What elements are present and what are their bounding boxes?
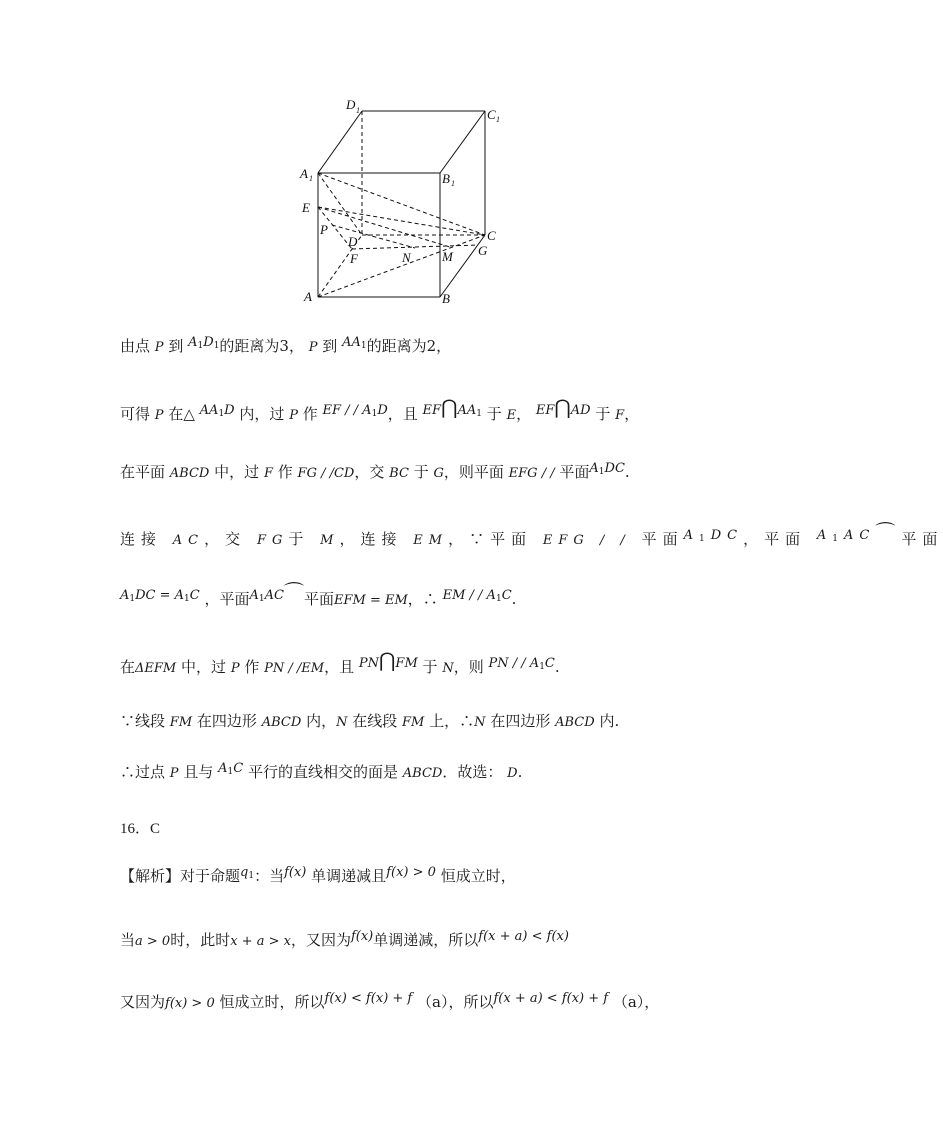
segment-ec [318,207,485,235]
text-line-10: 【解析】对于命题$q_1$：当f(x) 单调递减且f(x) > 0 恒成立时， [120,865,516,885]
segment-em [318,207,450,247]
label-B1: B [442,171,450,186]
label-A1-sub: 1 [309,174,313,183]
label-C: C [487,228,496,243]
text-line-8: ∴过点 P 且与 $A_1C$ 平行的直线相交的面是 ABCD．故选： D. [120,761,523,781]
label-F: F [350,251,358,266]
label-B: B [442,291,450,306]
label-M: M [442,249,453,264]
label-D1: D [346,97,356,112]
text-line-2: 可得 P 在△ $AA_1D$ 内，过 P 作 EF / / $A_1D$，且 $EF⋂AA_1$ 于 E， EF⋂AD 于 F， [120,395,640,423]
label-N: N [402,250,411,265]
text-line-7: ∵线段 FM 在四边形 ABCD 内，N 在线段 FM 上，∴N 在四边形 ABCD 内. [120,712,620,730]
label-A1: A [300,166,308,181]
label-D1-sub: 1 [356,106,360,115]
label-B1-sub: 1 [451,179,455,188]
text-line-6: 在ΔEFM 中，过 P 作 PN / /EM，且 PN⋂FM 于 N，则 PN / / $A_1C$. [120,648,560,676]
edge-a1c [318,173,485,235]
label-C1-sub: 1 [496,115,500,124]
answer-heading: 16．C [120,821,161,837]
text-line-12: 又因为f(x) > 0 恒成立时，所以f(x) < f(x) + f （a），所以f(x + a) < f(x) + f （a）， [120,991,660,1011]
cube-figure [290,95,510,310]
text-line-1: 由点 P 到 $A_1D_1$的距离为3， P 到 $AA_1$的距离为2， [120,335,452,355]
label-E: E [302,200,310,215]
text-line-5: $A_1DC = A_1C$ ，平面$A_1AC⌒$平面EFM = EM，∴ EM / / $A_1C$. [120,580,517,608]
text-line-4: 连接 AC，交 FG于 M，连接 EM，∵平面 EFG / / 平面$A_1DC$，平面 $A_1AC⌒$平面 [120,520,943,548]
label-P: P [320,222,328,237]
text-line-3: 在平面 ABCD 中，过 F 作 FG / /CD，交 BC 于 G，则平面 EFG / / 平面$A_1DC$. [120,461,630,481]
label-A: A [304,289,312,304]
segment-pn [332,225,415,248]
label-C1: C [487,107,496,122]
label-D: D [348,234,358,249]
edge-b1c1 [440,111,485,173]
label-G: G [478,243,488,258]
segment-fg [352,245,478,249]
text-line-11: 当a > 0时，此时x + a > x，又因为f(x)单调递减，所以f(x + a) < f(x) [120,929,569,949]
edge-a1d1 [318,111,362,173]
